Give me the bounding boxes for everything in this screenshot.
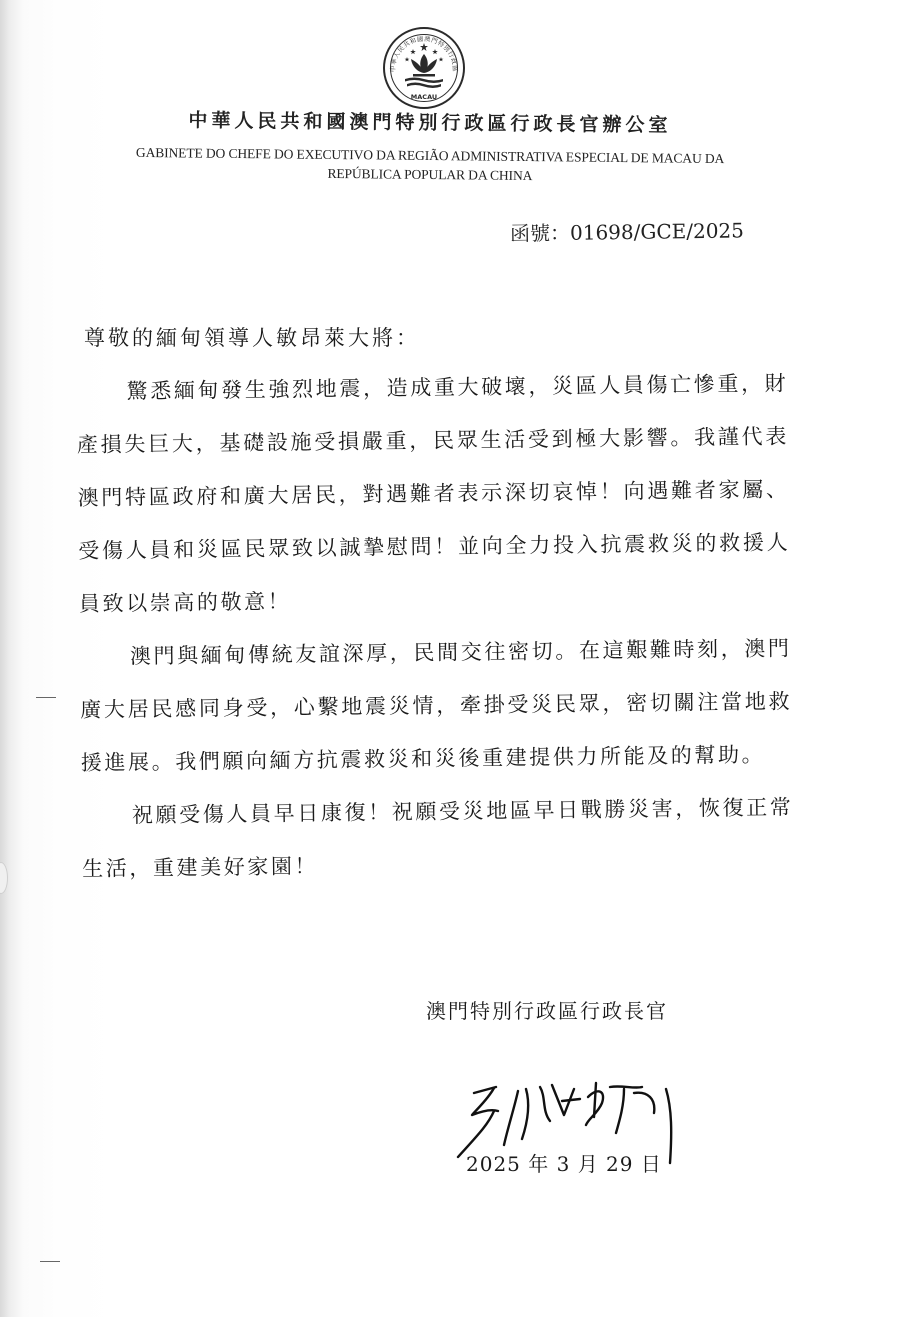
office-name-chinese: 中華人民共和國澳門特別行政區行政長官辦公室 bbox=[188, 109, 672, 137]
salutation: 尊敬的緬甸領導人敏昂萊大將： bbox=[84, 326, 420, 350]
macau-emblem-icon bbox=[382, 26, 466, 110]
fold-mark bbox=[40, 1261, 60, 1262]
signer-title: 澳門特別行政區行政長官 bbox=[426, 999, 668, 1023]
body-paragraph: 祝願受傷人員早日康復！祝願受災地區早日戰勝災害，恢復正常生活，重建美好家園！ bbox=[81, 795, 794, 881]
body-paragraph: 驚悉緬甸發生強烈地震，造成重大破壞，災區人員傷亡慘重，財產損失巨大，基礎設施受損嚴重，民眾生活受到極大影響。我謹代表澳門特區政府和廣大居民，對遇難者表示深切哀悼！向遇難者家屬、受傷人員和災區民眾致以誠摯慰問！並向全力投入抗震救災的救援人員致以崇高的敬意！ bbox=[76, 371, 791, 616]
letter-date: 2025 年 3 月 29 日 bbox=[466, 1152, 662, 1176]
body-paragraph: 澳門與緬甸傳統友誼深厚，民間交往密切。在這艱難時刻，澳門廣大居民感同身受，心繫地震災情，牽掛受災民眾，密切關注當地救援進展。我們願向緬方抗震救災和災後重建提供力所能及的幫助。 bbox=[80, 636, 793, 775]
fold-mark bbox=[36, 697, 56, 698]
reference-number: 函號：01698/GCE/2025 bbox=[509, 218, 745, 246]
office-name-portuguese-line1: GABINETE DO CHEFE DO EXECUTIVO DA REGIÃO ADMINISTRATIVA ESPECIAL DE MACAU DA bbox=[135, 144, 725, 167]
binder-hole bbox=[0, 862, 8, 894]
emblem-ring-text: 中華人民共和國澳門特別行政區 bbox=[389, 35, 459, 73]
office-name-portuguese bbox=[100, 143, 760, 188]
office-name-portuguese-line2: REPÚBLICA POPULAR DA CHINA bbox=[327, 165, 533, 184]
letter-body bbox=[76, 357, 794, 896]
emblem-label: MACAU bbox=[410, 93, 438, 101]
